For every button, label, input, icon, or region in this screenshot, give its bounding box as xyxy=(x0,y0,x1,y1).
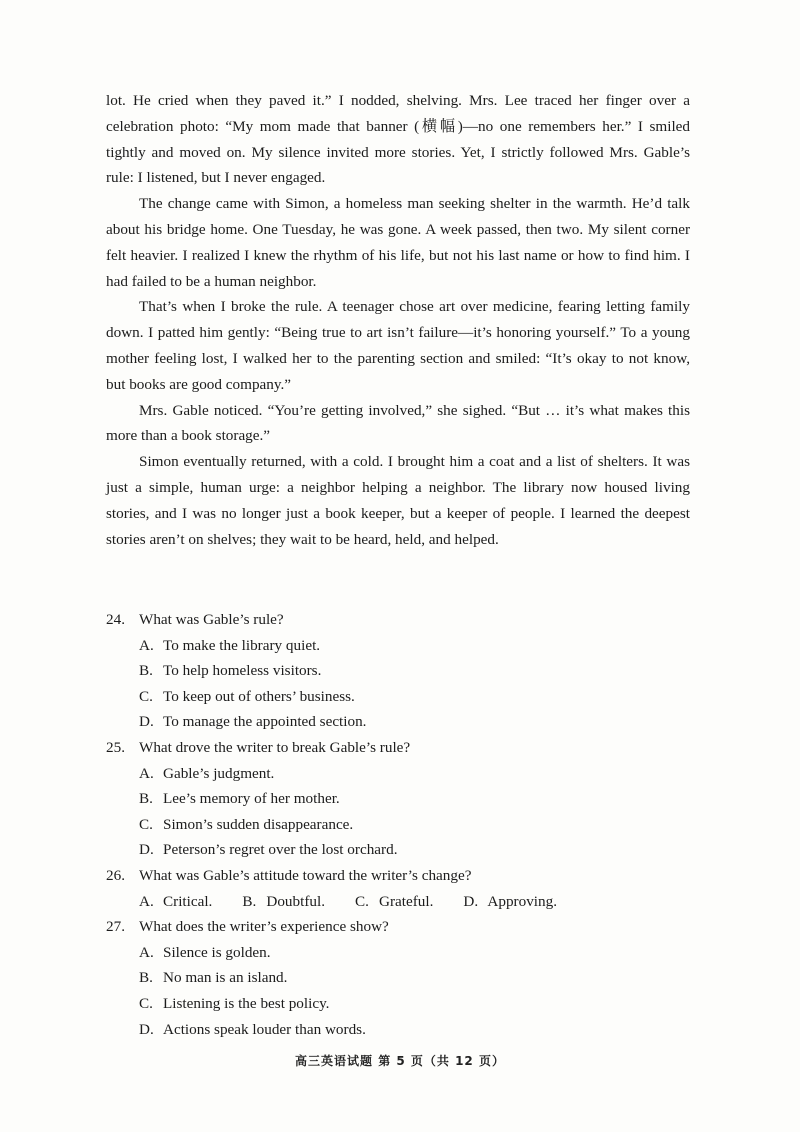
option-b xyxy=(106,786,690,812)
passage-paragraph: The change came with Simon, a homeless man seeking shelter in the warmth. He’d talk about his bridge home. One Tuesday, he was gone. A week passed, then two. My silent corner felt heavier. I realized I knew the rhythm of his life, but not his last name or how to find him. I had failed to be a human neighbor. xyxy=(106,195,690,290)
option-text: Simon’s sudden disappearance. xyxy=(163,815,354,833)
question-27 xyxy=(106,914,690,1042)
option-text: Silence is golden. xyxy=(163,943,271,961)
option-letter: B. xyxy=(242,892,257,910)
question-list xyxy=(106,607,690,1042)
option-c xyxy=(106,812,690,838)
option-letter: C. xyxy=(139,994,153,1012)
option-text: Grateful. xyxy=(379,892,434,910)
question-text: What was Gable’s attitude toward the writer’s change? xyxy=(139,866,472,884)
option-letter: A. xyxy=(139,943,154,961)
option-letter: D. xyxy=(139,1020,154,1038)
option-text: No man is an island. xyxy=(163,969,288,987)
inline-options xyxy=(106,889,690,915)
option-d xyxy=(106,1017,690,1043)
option-letter: A. xyxy=(139,636,154,654)
option-b xyxy=(242,889,325,915)
option-letter: D. xyxy=(139,841,154,859)
question-25 xyxy=(106,735,690,863)
question-number: 24. xyxy=(106,611,125,628)
option-text: Listening is the best policy. xyxy=(163,994,330,1012)
question-26 xyxy=(106,863,690,914)
passage-paragraph: lot. He cried when they paved it.” I nodded, shelving. Mrs. Lee traced her finger over a celebration photo: “My mom made that banner (横幅)—no one remembers her.” I smiled tightly and moved on. My silence invited more stories. Yet, I strictly followed Mrs. Gable’s rule: I listened, but I never engaged. xyxy=(106,92,690,187)
question-text: What does the writer’s experience show? xyxy=(139,918,389,936)
option-text: Actions speak louder than words. xyxy=(163,1020,366,1038)
option-letter: B. xyxy=(139,790,153,808)
option-letter: C. xyxy=(355,892,369,910)
question-24 xyxy=(106,607,690,735)
option-d xyxy=(106,837,690,863)
option-d xyxy=(463,889,557,915)
option-d xyxy=(106,709,690,735)
option-letter: D. xyxy=(139,713,154,731)
option-c xyxy=(106,684,690,710)
passage-paragraph: Simon eventually returned, with a cold. I brought him a coat and a list of shelters. It was just a simple, human urge: a neighbor helping a neighbor. The library now housed living stories, and I was no longer just a book keeper, but a keeper of people. I learned the deepest stories aren’t on shelves; they wait to be heard, held, and helped. xyxy=(106,453,690,548)
option-c xyxy=(355,889,433,915)
question-number: 25. xyxy=(106,738,125,756)
option-a xyxy=(106,940,690,966)
option-letter: B. xyxy=(139,662,153,680)
question-number: 27. xyxy=(106,918,125,936)
passage-paragraph: Mrs. Gable noticed. “You’re getting involved,” she sighed. “But … it’s what makes this more than a book storage.” xyxy=(106,401,690,445)
question-stem xyxy=(106,863,690,889)
option-text: Lee’s memory of her mother. xyxy=(163,790,340,808)
option-letter: B. xyxy=(139,969,153,987)
passage-paragraph: That’s when I broke the rule. A teenager chose art over medicine, fearing letting family down. I patted him gently: “Being true to art isn’t failure—it’s honoring yourself.” To a young mother feeling lost, I walked her to the parenting section and smiled: “It’s okay to not know, but books are good company.” xyxy=(106,298,690,393)
option-letter: A. xyxy=(139,764,154,782)
question-text: What was Gable’s rule? xyxy=(139,611,284,628)
option-b xyxy=(106,965,690,991)
question-stem xyxy=(106,735,690,761)
option-a xyxy=(106,633,690,659)
option-letter: C. xyxy=(139,815,153,833)
page-footer: 高三英语试题 第 5 页（共 12 页） xyxy=(295,1054,505,1068)
option-letter: A. xyxy=(139,892,154,910)
question-text: What drove the writer to break Gable’s rule? xyxy=(139,738,411,756)
option-text: To keep out of others’ business. xyxy=(163,687,355,705)
option-a xyxy=(139,889,212,915)
option-text: Critical. xyxy=(163,892,213,910)
option-letter: C. xyxy=(139,687,153,705)
option-text: Gable’s judgment. xyxy=(163,764,275,782)
option-text: To help homeless visitors. xyxy=(163,662,322,680)
option-a xyxy=(106,761,690,787)
option-text: To manage the appointed section. xyxy=(163,713,367,731)
option-text: Doubtful. xyxy=(266,892,325,910)
question-stem xyxy=(106,914,690,940)
option-text: To make the library quiet. xyxy=(163,636,321,654)
option-text: Approving. xyxy=(487,892,558,910)
reading-passage xyxy=(106,88,690,552)
question-number: 26. xyxy=(106,866,125,884)
option-b xyxy=(106,658,690,684)
option-letter: D. xyxy=(463,892,479,910)
option-text: Peterson’s regret over the lost orchard. xyxy=(163,841,398,859)
option-c xyxy=(106,991,690,1017)
question-stem xyxy=(106,607,690,633)
